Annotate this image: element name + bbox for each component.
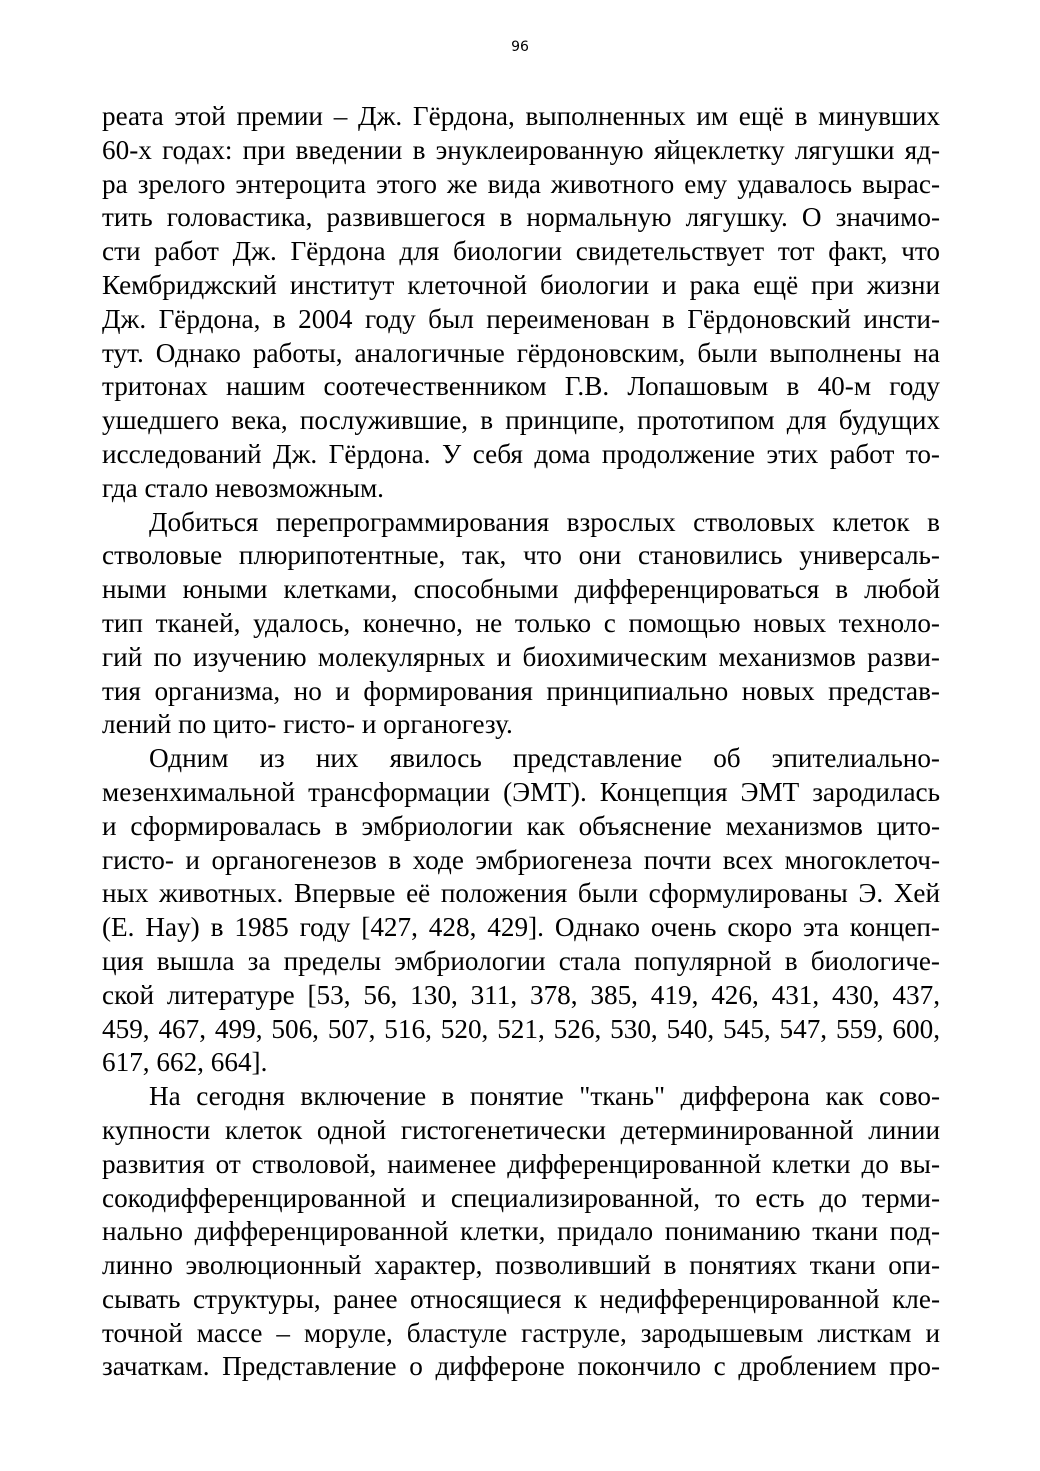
text-line: тип тканей, удалось, конечно, не только с помощью новых техноло- (102, 607, 940, 638)
text-line: сывать структуры, ранее относящиеся к недифференцированной кле- (102, 1283, 940, 1314)
paragraph-2 (102, 506, 940, 743)
text-line: зачаткам. Представление о диффероне покончило с дроблением про- (102, 1351, 940, 1382)
paragraph-3 (102, 742, 940, 1080)
paragraph-1 (102, 100, 940, 506)
text-line: линно эволюционный характер, позволивший в понятиях ткани опи- (102, 1250, 940, 1281)
text-line: ция вышла за пределы эмбриологии стала популярной в биологиче- (102, 945, 940, 976)
text-line: Добиться перепрограммирования взрослых стволовых клеток в (149, 506, 940, 537)
text-line: тритонах нашим соотечественником Г.В. Лопашовым в 40-м году (102, 371, 940, 402)
text-line: Дж. Гёрдона, в 2004 году был переименован в Гёрдоновский инсти- (102, 303, 940, 334)
text-line: и сформировалась в эмбриологии как объяснение механизмов цито- (102, 810, 940, 841)
text-line: ных животных. Впервые её положения были сформулированы Э. Хей (102, 878, 940, 909)
text-line: тия организма, но и формирования принципиально новых представ- (102, 675, 940, 706)
text-line: ушедшего века, послужившие, в принципе, прототипом для будущих (102, 405, 940, 436)
text-line: гий по изучению молекулярных и биохимическим механизмов разви- (102, 641, 940, 672)
text-line: Кембриджский институт клеточной биологии и рака ещё при жизни (102, 269, 940, 300)
text-line: лений по цито- гисто- и органогезу. (102, 709, 513, 740)
text-line: тить головастика, развившегося в нормальную лягушку. О значимо- (102, 202, 940, 233)
text-line: ра зрелого энтероцита этого же вида животного ему удавалось вырас- (102, 168, 940, 199)
page-number: 96 (511, 39, 529, 55)
text-line: нально дифференцированной клетки, придало пониманию ткани под- (102, 1216, 940, 1247)
text-line: гисто- и органогенезов в ходе эмбриогенеза почти всех многоклеточ- (102, 844, 940, 875)
text-line: мезенхимальной трансформации (ЭМТ). Концепция ЭМТ зародилась (102, 776, 940, 807)
text-line: купности клеток одной гистогенетически детерминированной линии (102, 1114, 940, 1145)
text-line: 459, 467, 499, 506, 507, 516, 520, 521, 526, 530, 540, 545, 547, 559, 600, (102, 1013, 940, 1044)
text-line: сокодифференцированной и специализированной, то есть до терми- (102, 1182, 940, 1213)
text-line: гда стало невозможным. (102, 472, 384, 503)
text-line: сти работ Дж. Гёрдона для биологии свидетельствует тот факт, что (102, 236, 940, 267)
text-line: На сегодня включение в понятие "ткань" дифферона как сово- (149, 1081, 940, 1112)
text-line: тут. Однако работы, аналогичные гёрдоновским, были выполнены на (102, 337, 940, 368)
text-line: Одним из них явилось представление об эпителиально- (149, 743, 940, 774)
text-line: стволовые плюрипотентные, так, что они становились универсаль- (102, 540, 940, 571)
text-line: ными юными клетками, способными дифференцироваться в любой (102, 574, 940, 605)
text-line: развития от стволовой, наименее дифференцированной клетки до вы- (102, 1148, 940, 1179)
paragraph-4 (102, 1080, 940, 1384)
document-body (102, 100, 940, 1384)
text-line: 60-х годах: при введении в энуклеированную яйцеклетку лягушки яд- (102, 134, 940, 165)
text-line: (E. Hay) в 1985 году [427, 428, 429]. Однако очень скоро эта концеп- (102, 912, 940, 943)
text-line: исследований Дж. Гёрдона. У себя дома продолжение этих работ то- (102, 438, 940, 469)
text-line: 617, 662, 664]. (102, 1047, 268, 1078)
text-line: ской литературе [53, 56, 130, 311, 378, 385, 419, 426, 431, 430, 437, (102, 979, 940, 1010)
text-line: реата этой премии – Дж. Гёрдона, выполненных им ещё в минувших (102, 101, 940, 131)
text-line: точной массе – моруле, бластуле гаструле, зародышевым листкам и (102, 1317, 940, 1348)
